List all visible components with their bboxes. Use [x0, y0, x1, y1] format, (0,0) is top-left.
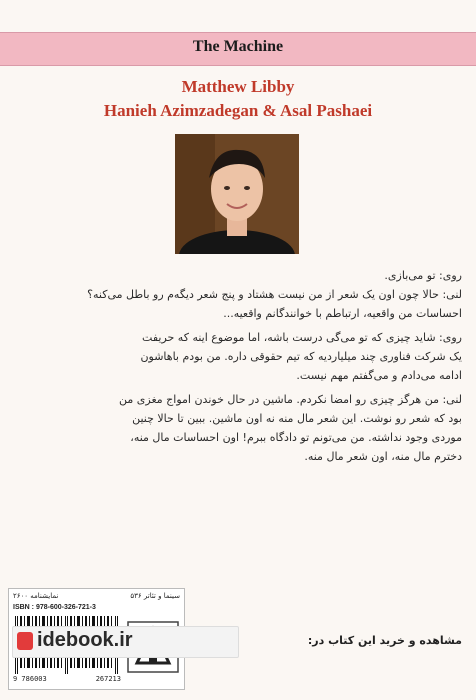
isbn-text: ISBN : 978-600-326-721-3 [13, 604, 96, 611]
text-line: لنی: حالا چون اون یک شعر از من نیست هشتاد و پنج شعر دیگه‌م رو باطل می‌کنه؟ [87, 288, 462, 301]
portrait-illustration [175, 134, 299, 254]
author-name: Matthew Libby [181, 77, 295, 96]
text-line: لنی: من هرگز چیزی رو امضا نکردم. ماشین در حال خوندن امواج مغزی من [119, 393, 462, 406]
paragraph [14, 266, 462, 323]
watermark-strip [0, 626, 476, 656]
author-photo [175, 134, 299, 254]
text-line: روی: شاید چیزی که تو می‌گی درست باشه، اما موضوع اینه که حریفت [142, 331, 462, 344]
barcode-digits [13, 675, 121, 683]
translator-names: Hanieh Azimzadegan & Asal Pashaei [103, 101, 373, 120]
paragraph [14, 328, 462, 385]
series-label: سینما و تئاتر ۵۳۶ [130, 592, 180, 600]
subject-label: نمایشنامه ۲۶۰۰ [13, 592, 59, 600]
barcode-digits-right: 267213 [95, 675, 121, 683]
text-line: دخترم مال منه، اون شعر مال منه. [304, 450, 462, 463]
text-line: موردی وجود نداشته. من می‌تونم تو دادگاه ببرم! اون احساسات مال منه، [130, 431, 462, 444]
book-title: The Machine [192, 38, 284, 55]
site-badge[interactable] [12, 626, 239, 658]
catalog-row [13, 592, 180, 600]
bag-icon [17, 632, 33, 650]
text-line: احساسات من واقعیه، ارتباطم با خوانندگانم واقعیه... [223, 307, 462, 320]
text-line: بود که شعر رو نوشت. این شعر مال منه نه اون ماشین. ببین تا حالا چنین [132, 412, 462, 425]
barcode-digits-left: 9 786003 [13, 675, 47, 683]
body-text [14, 266, 462, 471]
text-line: یک شرکت فناوری چند میلیاردیه که تیم حقوقی داره. من بودم باهاشون [140, 350, 462, 363]
paragraph [14, 390, 462, 466]
text-line: ادامه می‌دادم و می‌گفتم مهم نیست. [296, 369, 462, 382]
text-line: روی: تو می‌بازی. [384, 269, 462, 282]
site-caption: مشاهده و خرید این کتاب در: [307, 634, 462, 647]
site-logo: idebook.ir [37, 629, 133, 651]
